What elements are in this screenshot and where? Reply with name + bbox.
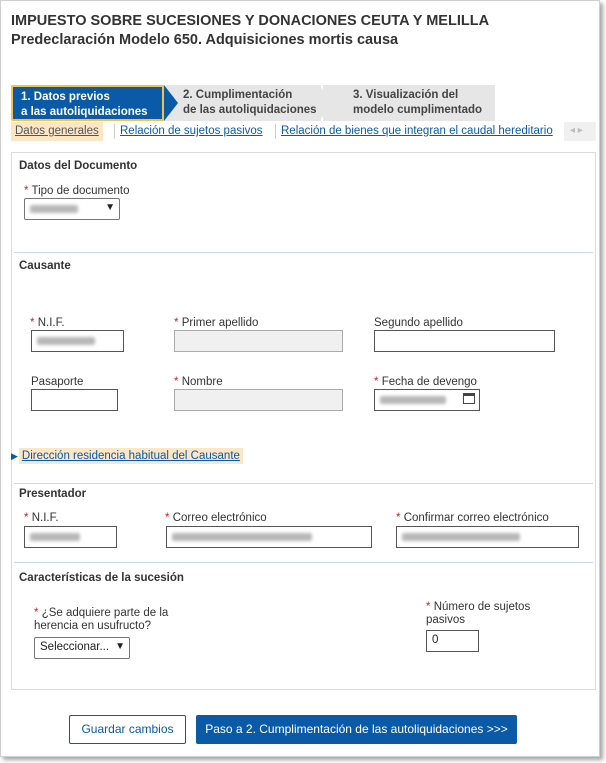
tab-datos-generales[interactable]: Datos generales xyxy=(11,122,103,141)
primer-apellido-input[interactable] xyxy=(174,330,343,352)
correo-label: * Correo electrónico xyxy=(165,512,267,524)
tab-scroll-icon[interactable]: ◂ ▸ xyxy=(564,122,596,141)
section-causante: Causante xyxy=(19,260,71,272)
fecha-devengo-input[interactable] xyxy=(374,389,480,411)
confirmar-correo-label: * Confirmar correo electrónico xyxy=(396,512,549,524)
pasaporte-label: Pasaporte xyxy=(31,376,84,388)
page-subtitle: Predeclaración Modelo 650. Adquisiciones mortis causa xyxy=(11,32,399,48)
segundo-apellido-label: Segundo apellido xyxy=(374,317,463,329)
usufructo-select[interactable]: Seleccionar... ▼ xyxy=(34,637,130,659)
pasaporte-input[interactable] xyxy=(31,389,118,411)
step-1-arrow xyxy=(164,85,178,121)
nombre-label: * Nombre xyxy=(174,376,223,388)
section-presentador: Presentador xyxy=(19,488,87,500)
section-documento: Datos del Documento xyxy=(19,160,138,172)
next-step-button[interactable]: Paso a 2. Cumplimentación de las autoliquidaciones >>> xyxy=(196,715,517,744)
usufructo-label: * ¿Se adquiere parte de la herencia en usufructo? xyxy=(34,607,169,632)
num-sujetos-label: * Número de sujetos pasivos xyxy=(426,601,531,626)
form-panel xyxy=(11,152,596,690)
page-title: IMPUESTO SOBRE SUCESIONES Y DONACIONES CEUTA Y MELILLA xyxy=(11,13,490,29)
nombre-input[interactable] xyxy=(174,389,343,411)
confirmar-correo-input[interactable] xyxy=(396,526,579,548)
section-sucesion: Características de la sucesión xyxy=(19,572,184,584)
tipo-documento-label: * Tipo de documento xyxy=(24,185,130,197)
fecha-devengo-label: * Fecha de devengo xyxy=(374,376,477,388)
tab-bienes[interactable]: Relación de bienes que integran el caudal hereditario xyxy=(281,125,553,137)
direccion-toggle[interactable] xyxy=(11,450,243,462)
step-2[interactable]: 2. Cumplimentación de las autoliquidaciones xyxy=(161,85,321,121)
segundo-apellido-input[interactable] xyxy=(374,330,555,352)
tab-sujetos-pasivos[interactable]: Relación de sujetos pasivos xyxy=(120,125,263,137)
caret-right-icon: ▶ xyxy=(11,451,18,461)
step-1[interactable]: 1. Datos previos a las autoliquidaciones xyxy=(11,85,164,121)
direccion-causante-link[interactable]: Dirección residencia habitual del Causante xyxy=(19,448,243,464)
num-sujetos-input[interactable]: 0 xyxy=(426,630,479,652)
tipo-documento-select[interactable] xyxy=(24,198,120,220)
save-button[interactable]: Guardar cambios xyxy=(69,715,186,744)
primer-apellido-label: * Primer apellido xyxy=(174,317,259,329)
correo-input[interactable] xyxy=(166,526,372,548)
chevron-down-icon: ▼ xyxy=(115,641,125,652)
step-3[interactable]: 3. Visualización del modelo cumplimentado xyxy=(323,85,495,121)
causante-nif-input[interactable] xyxy=(31,330,124,352)
presentador-nif-input[interactable] xyxy=(24,526,117,548)
calendar-icon[interactable] xyxy=(463,393,475,404)
tab-bar xyxy=(11,122,596,142)
presentador-nif-label: * N.I.F. xyxy=(24,512,59,524)
causante-nif-label: * N.I.F. xyxy=(30,317,65,329)
chevron-down-icon: ▼ xyxy=(105,202,115,213)
